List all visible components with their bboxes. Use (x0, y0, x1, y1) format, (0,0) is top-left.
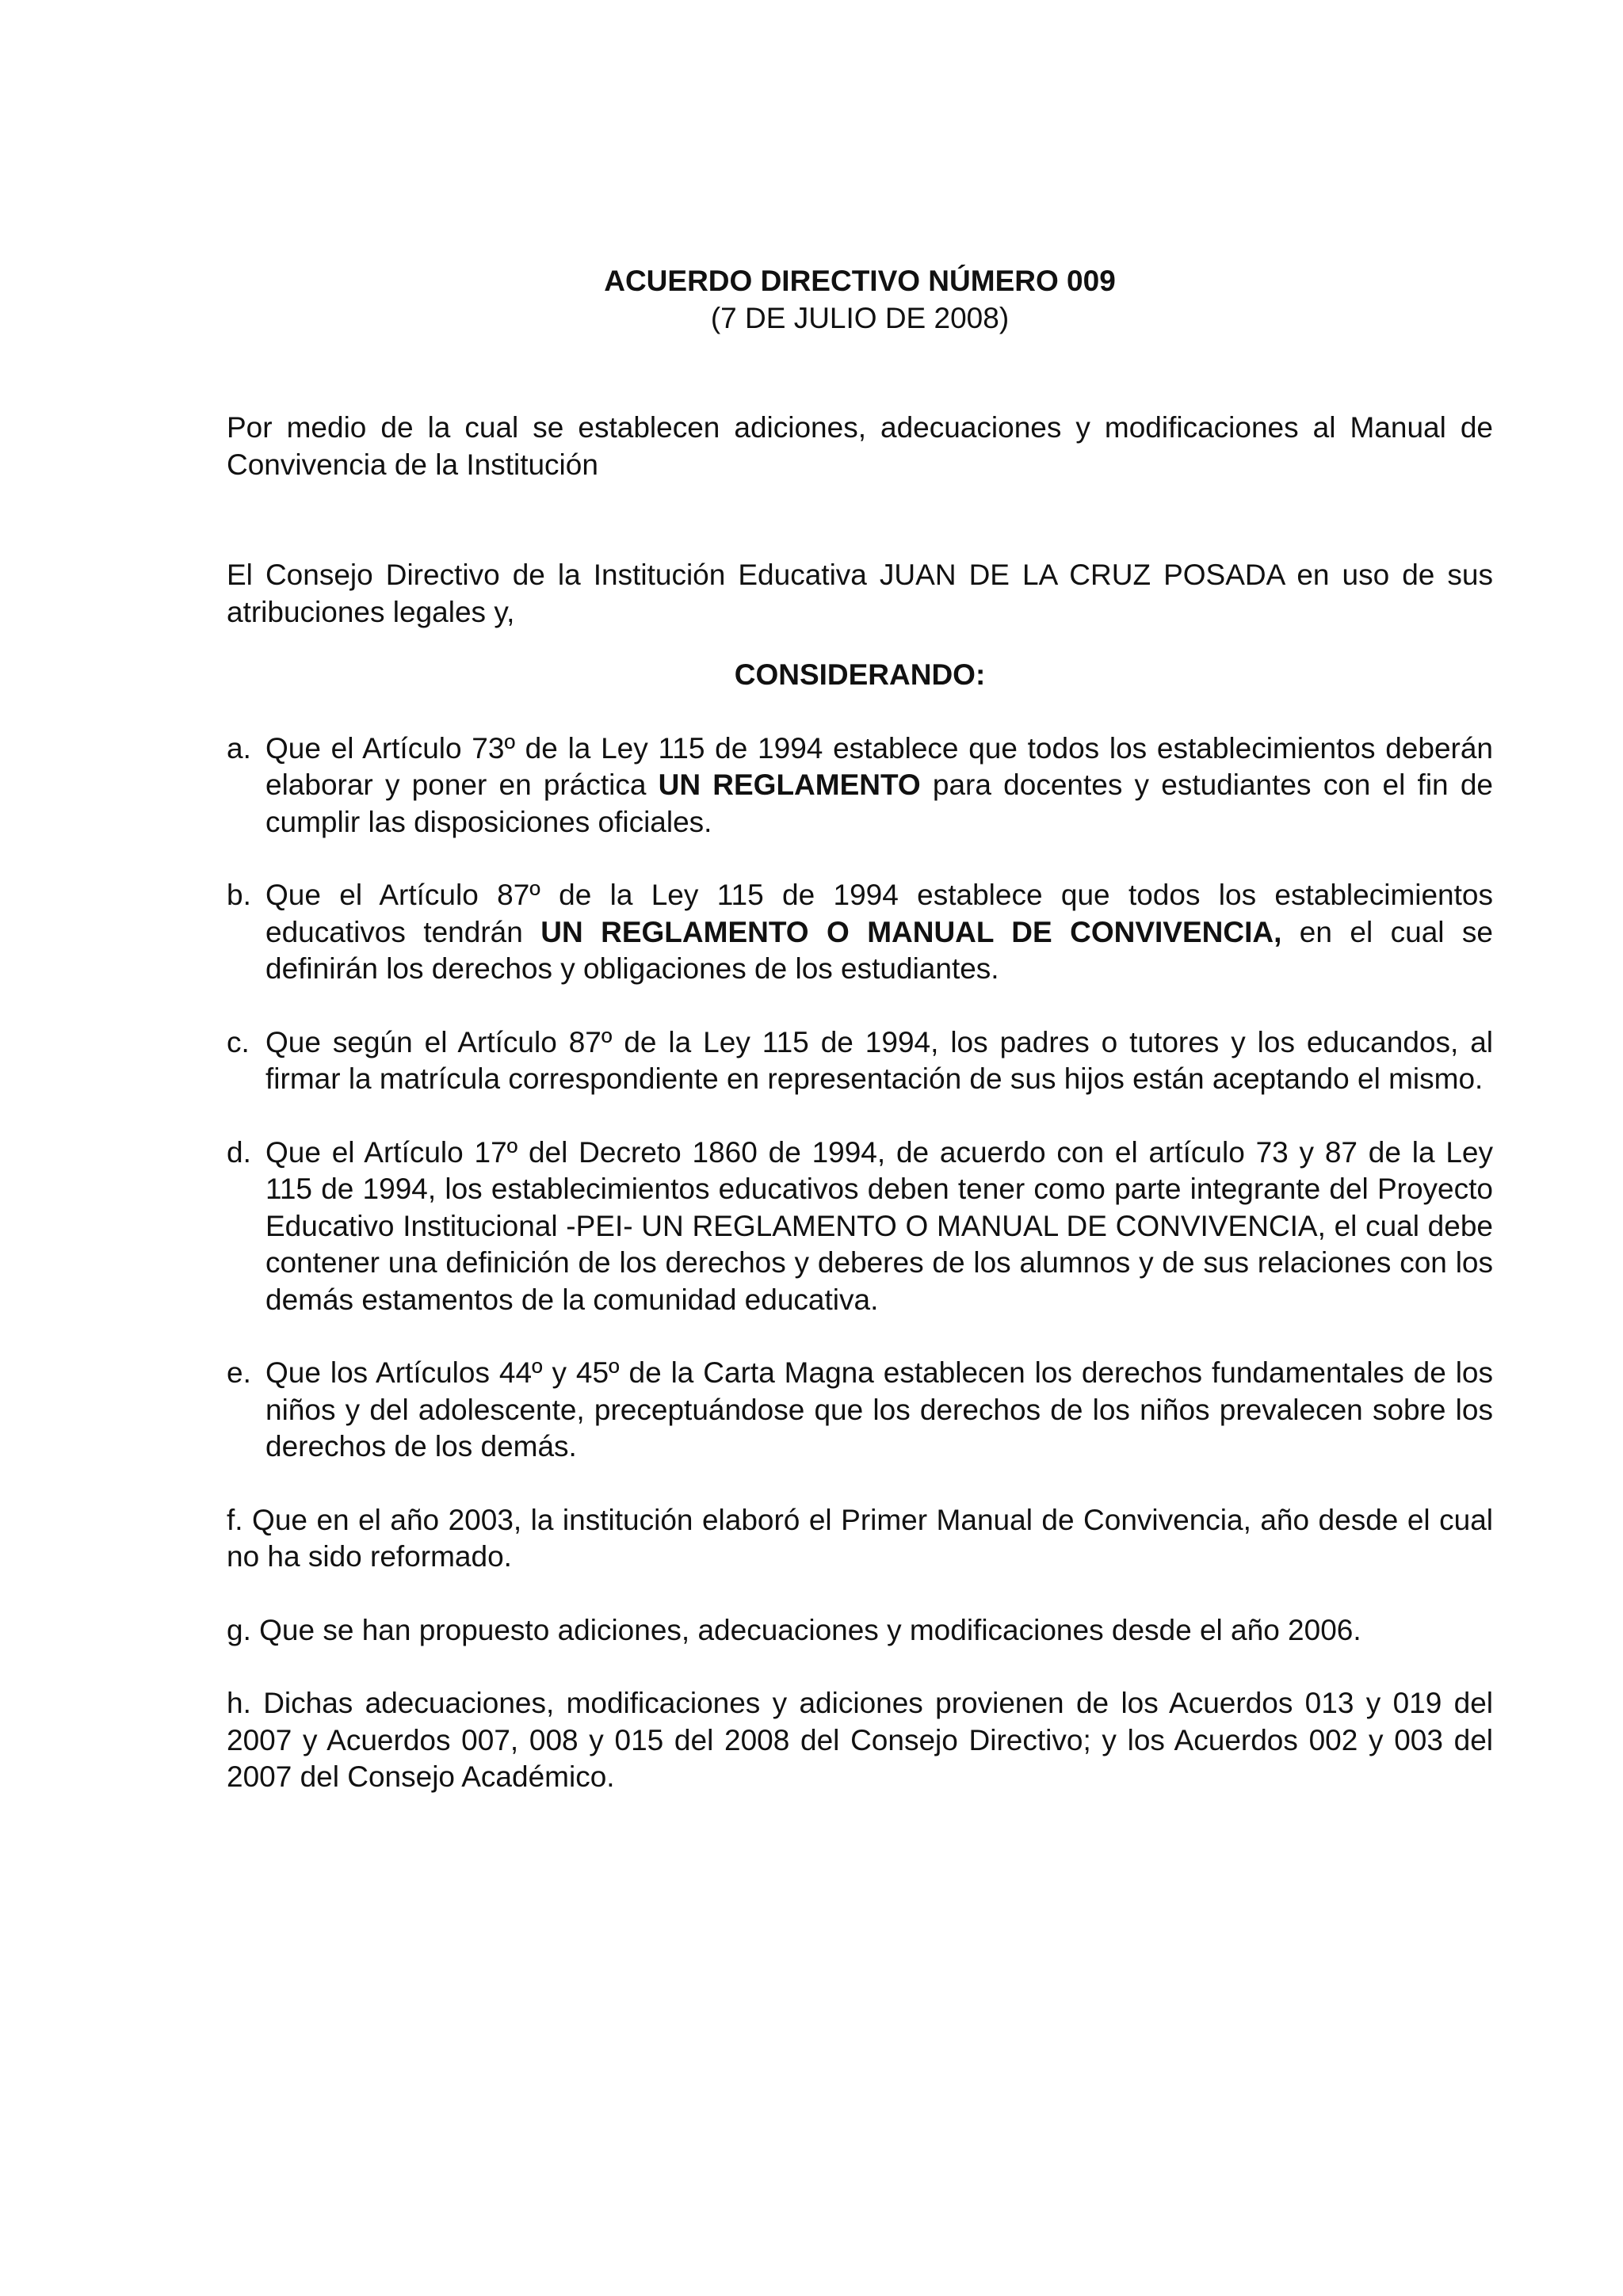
considerando-item-a (227, 730, 1493, 841)
considerando-item-c (227, 1024, 1493, 1098)
intro-paragraph: El Consejo Directivo de la Institución Educativa JUAN DE LA CRUZ POSADA en uso de sus atribuciones legales y, (227, 559, 1493, 628)
considerando-item-b (227, 877, 1493, 988)
item-text: Que el Artículo 73º de la Ley 115 de 1994 establece que todos los establecimientos deberán elaborar y poner en práctica UN REGLAMENTO para docentes y estudiantes con el fin de cumplir las disposiciones oficiales. (265, 731, 1493, 838)
item-label: b. (227, 879, 251, 911)
item-text: Que los Artículos 44º y 45º de la Carta Magna establecen los derechos fundamentales de los niños y del adolescente, preceptuándose que los derechos de los niños prevalecen sobre los derechos de los demás. (265, 1356, 1493, 1463)
considerando-item-g (227, 1612, 1493, 1650)
purpose-paragraph: Por medio de la cual se establecen adiciones, adecuaciones y modificaciones al Manual de Convivencia de la Institución (227, 411, 1493, 481)
item-text: Que se han propuesto adiciones, adecuaciones y modificaciones desde el año 2006. (259, 1613, 1361, 1646)
document-date: (7 DE JULIO DE 2008) (710, 301, 1010, 334)
item-label: c. (227, 1025, 250, 1058)
considerando-heading: CONSIDERANDO: (734, 658, 986, 691)
item-text: Que en el año 2003, la institución elaboró el Primer Manual de Convivencia, año desde el cual no ha sido reformado. (227, 1503, 1493, 1573)
document-body (227, 263, 1493, 1796)
item-text: Que según el Artículo 87º de la Ley 115 de 1994, los padres o tutores y los educandos, al firmar la matrícula correspondiente en representación de sus hijos están aceptando el mismo. (265, 1025, 1493, 1095)
item-label: a. (227, 731, 251, 765)
bold-emphasis: UN REGLAMENTO O MANUAL DE CONVIVENCIA, (540, 915, 1282, 948)
bold-emphasis: UN REGLAMENTO (658, 769, 921, 801)
item-label: e. (227, 1356, 251, 1389)
item-label: h. (227, 1687, 251, 1719)
item-label: g. (227, 1613, 251, 1646)
document-title: ACUERDO DIRECTIVO NÚMERO 009 (604, 265, 1116, 297)
item-text: Que el Artículo 87º de la Ley 115 de 1994 establece que todos los establecimientos educativos tendrán UN REGLAMENTO O MANUAL DE CONVIVENCIA, en el cual se definirán los derechos y obligaciones de los estudiantes. (265, 879, 1493, 985)
item-text: Que el Artículo 17º del Decreto 1860 de 1994, de acuerdo con el artículo 73 y 87 de la Ley 115 de 1994, los establecimientos educativos deben tener como parte integrante del Proyecto Educativo Institucional -PEI- UN REGLAMENTO O MANUAL DE CONVIVENCIA, el cual debe contener una definición de los derechos y deberes de los alumnos y de sus relaciones con los demás estamentos de la comunidad educativa. (265, 1135, 1493, 1316)
item-label: f. (227, 1503, 243, 1536)
considerando-item-f (227, 1502, 1493, 1576)
considerando-item-d (227, 1135, 1493, 1319)
item-text: Dichas adecuaciones, modificaciones y adiciones provienen de los Acuerdos 013 y 019 del 2007 y Acuerdos 007, 008 y 015 del 2008 del Consejo Directivo; y los Acuerdos 002 y 003 del 2007 del Consejo Académico. (227, 1687, 1494, 1793)
item-label: d. (227, 1135, 251, 1169)
considerando-item-e (227, 1355, 1493, 1466)
considerando-item-h (227, 1685, 1493, 1796)
